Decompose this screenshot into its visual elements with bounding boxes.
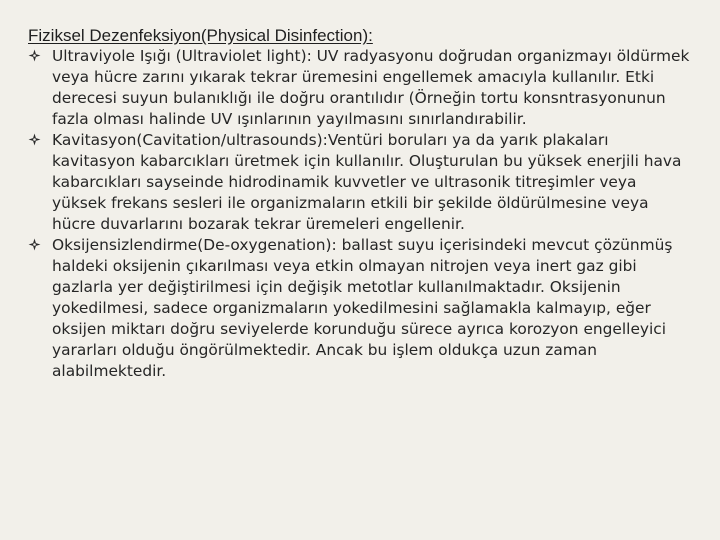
item-text: Ultraviyole Işığı (Ultraviolet light): UV radyasyonu doğrudan organizmayı öldürmek veya hücre zarını yıkarak tekrar üremesini engellemek amacıyla kullanılır. Etki derecesi suyun bulanıklığı ile doğru orantılıdır (Örneğin tortu konsntrasyonunun fazla olması halinde UV ışınlarının yayılmasını sınırlandırabilir. bbox=[52, 47, 690, 128]
fourpoint-star-bullet-icon bbox=[28, 238, 41, 251]
bullet-list bbox=[28, 46, 692, 382]
list-item bbox=[28, 235, 692, 382]
list-item bbox=[28, 46, 692, 130]
slide-heading: Fiziksel Dezenfeksiyon(Physical Disinfection): bbox=[28, 26, 373, 45]
fourpoint-star-bullet-icon bbox=[28, 49, 41, 62]
fourpoint-star-bullet-icon bbox=[28, 133, 41, 146]
item-text: Oksijensizlendirme(De-oxygenation): ballast suyu içerisindeki mevcut çözünmüş haldeki oksijenin çıkarılması veya etkin olmayan nitrojen veya inert gaz gibi gazlarla yer değiştirilmesi için değişik metotlar kullanılmaktadır. Oksijenin yokedilmesi, sadece organizmaların yokedilmesini sağlamakla kalmayıp, eğer oksijen miktarı doğru seviyelerde korunduğu sürece ayrıca korozyon engelleyici yararları olduğu öngörülmektedir. Ancak bu işlem oldukça uzun zaman alabilmektedir. bbox=[52, 236, 673, 380]
list-item bbox=[28, 130, 692, 235]
item-text: Kavitasyon(Cavitation/ultrasounds):Ventüri boruları ya da yarık plakaları kavitasyon kabarcıkları üretmek için kullanılır. Oluşturulan bu yüksek enerjili hava kabarcıkları sayseinde hidrodinamik kuvvetler ve ultrasonik titreşimler veya yüksek frekans sesleri ile organizmaların etkili bir şekilde öldürülmesine veya hücre duvarlarını bozarak tekrar üremeleri engellenir. bbox=[52, 131, 682, 233]
